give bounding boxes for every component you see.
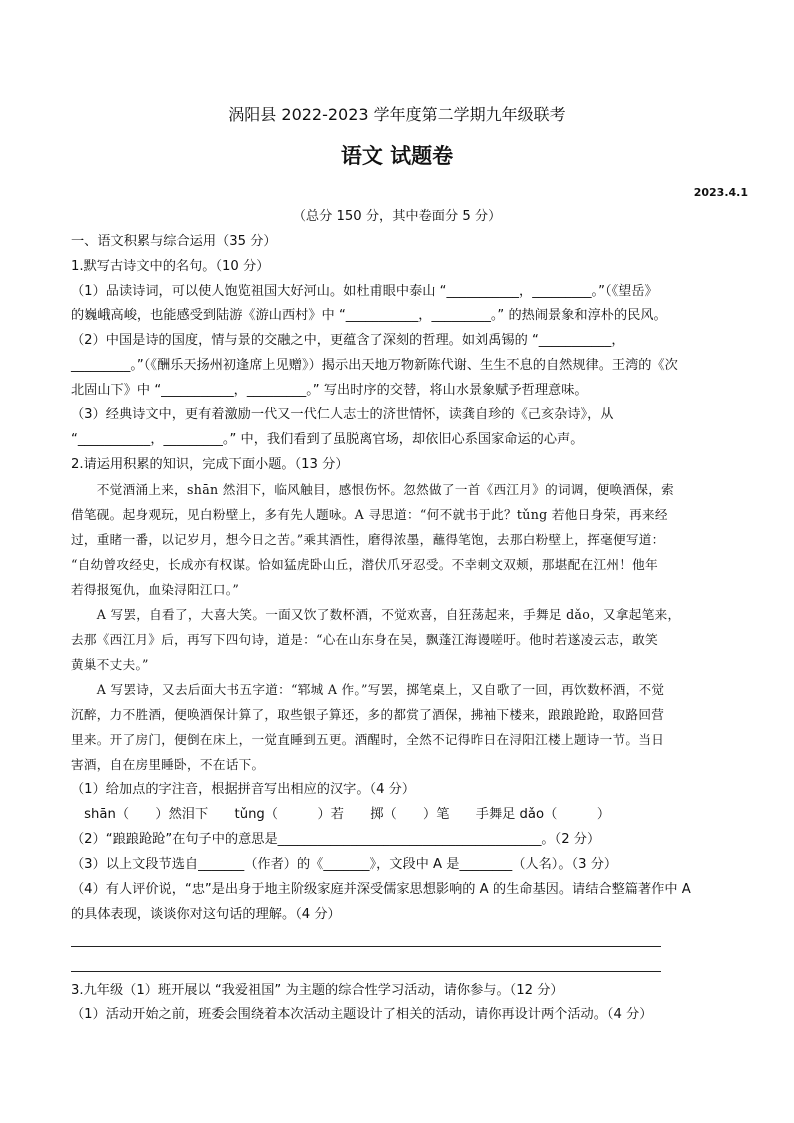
q2-stem: 2.请运用积累的知识，完成下面小题。（13 分） — [71, 457, 349, 472]
q1-line: 的巍峨高峻，也能感受到陆游《游山西村》中 “___________，_________。” 的热闹景象和淳朴的民风。 — [71, 308, 667, 323]
passage-line: 黄巢不丈夫。” — [71, 657, 149, 672]
passage-line: 去那《西江月》后，再写下四句诗，道是：“心在山东身在吴，飘蓬江海谩嗟吁。他时若遂凌云志，敢笑 — [71, 632, 658, 647]
passage-line: 过，重睹一番，以记岁月，想今日之苦。”乘其酒性，磨得浓墨，蘸得笔饱，去那白粉壁上，挥毫便写道： — [71, 532, 665, 547]
subject-title: 语文 试题卷 — [340, 144, 454, 168]
q3-sub1: （1）活动开始之前，班委会围绕着本次活动主题设计了相关的活动，请你再设计两个活动。（4 分） — [71, 1007, 653, 1022]
q1-line: _________。”（《酬乐天扬州初逢席上见赠》）揭示出天地万物新陈代谢、生生不息的自然规律。王湾的《次 — [71, 358, 678, 373]
q2-sub2[interactable]: （2）“踉踉跄跄”在句子中的意思是________________________________________。（2 分） — [71, 832, 601, 847]
passage-line: 不觉酒涌上来，shān 然泪下，临风触目，感恨伤怀。忽然做了一首《西江月》的词调，便唤酒保，索 — [71, 482, 675, 497]
q2-sub1: （1）给加点的字注音，根据拼音写出相应的汉字。（4 分） — [71, 782, 416, 797]
passage-line: A 写罢，自看了，大喜大笑。一面又饮了数杯酒，不觉欢喜，自狂荡起来，手舞足 dǎo，又拿起笔来， — [71, 607, 681, 622]
q2-sub4: （4）有人评价说，“忠”是出身于地主阶级家庭并深受儒家思想影响的 A 的生命基因。请结合整篇著作中 A — [71, 882, 691, 897]
passage-line: 若得报冤仇，血染浔阳江口。” — [71, 582, 240, 597]
passage-line: 害酒，自在房里睡卧，不在话下。 — [71, 757, 265, 772]
q3-stem: 3.九年级（1）班开展以 “我爱祖国” 为主题的综合性学习活动，请你参与。（12 分） — [71, 983, 564, 998]
section-heading: 一、语文积累与综合运用（35 分） — [71, 234, 277, 249]
exam-title: 涡阳县 2022-2023 学年度第二学期九年级联考 — [228, 105, 566, 124]
passage-line: A 写罢诗，又去后面大书五字道：“郓城 A 作。”写罢，掷笔桌上，又自歌了一回，再饮数杯酒，不觉 — [71, 682, 665, 697]
score-note: （总分 150 分，其中卷面分 5 分） — [292, 209, 502, 224]
q1-line: （3）经典诗文中，更有着激励一代又一代仁人志士的济世情怀，读龚自珍的《己亥杂诗》，从 — [71, 407, 614, 422]
q2-sub1-blanks[interactable]: shān（ ）然泪下 tǔng（ ）若 掷（ ）笔 手舞足 dǎo（ ） — [71, 807, 611, 822]
q1-line: 北固山下》中 “___________，_________。” 写出时序的交替，将山水景象赋予哲理意味。 — [71, 383, 588, 398]
q2-sub3[interactable]: （3）以上文段节选自_______（作者）的《_______》，文段中 A 是________（人名）。（3 分） — [71, 857, 618, 872]
answer-line[interactable] — [71, 946, 661, 947]
answer-line[interactable] — [71, 971, 661, 972]
q1-line: （1）品读诗词，可以使人饱览祖国大好河山。如杜甫眼中泰山 “___________，_________。”（《望岳》 — [71, 284, 658, 299]
passage-line: 沉醉，力不胜酒，便唤酒保计算了，取些银子算还，多的都赏了酒保，拂袖下楼来，踉踉跄跄，取路回营 — [71, 707, 665, 722]
exam-date: 2023.4.1 — [693, 186, 748, 199]
q1-line: “___________，_________。” 中，我们看到了虽脱离官场，却依旧心系国家命运的心声。 — [71, 432, 584, 447]
passage-line: “自幼曾攻经史，长成亦有权谋。恰如猛虎卧山丘，潜伏爪牙忍受。不幸刺文双颊，那堪配在江州！他年 — [71, 557, 658, 572]
passage-line: 借笔砚。起身观玩，见白粉壁上，多有先人题咏。A 寻思道：“何不就书于此？tǔng 若他日身荣，再来经 — [71, 507, 668, 522]
q1-line: （2）中国是诗的国度，情与景的交融之中，更蕴含了深刻的哲理。如刘禹锡的 “___________， — [71, 333, 625, 348]
passage-line: 里来。开了房门，便倒在床上，一觉直睡到五更。酒醒时，全然不记得昨日在浔阳江楼上题诗一节。当日 — [71, 732, 665, 747]
q2-sub4-cont: 的具体表现，谈谈你对这句话的理解。（4 分） — [71, 907, 341, 922]
q1-stem: 1.默写古诗文中的名句。（10 分） — [71, 259, 270, 274]
